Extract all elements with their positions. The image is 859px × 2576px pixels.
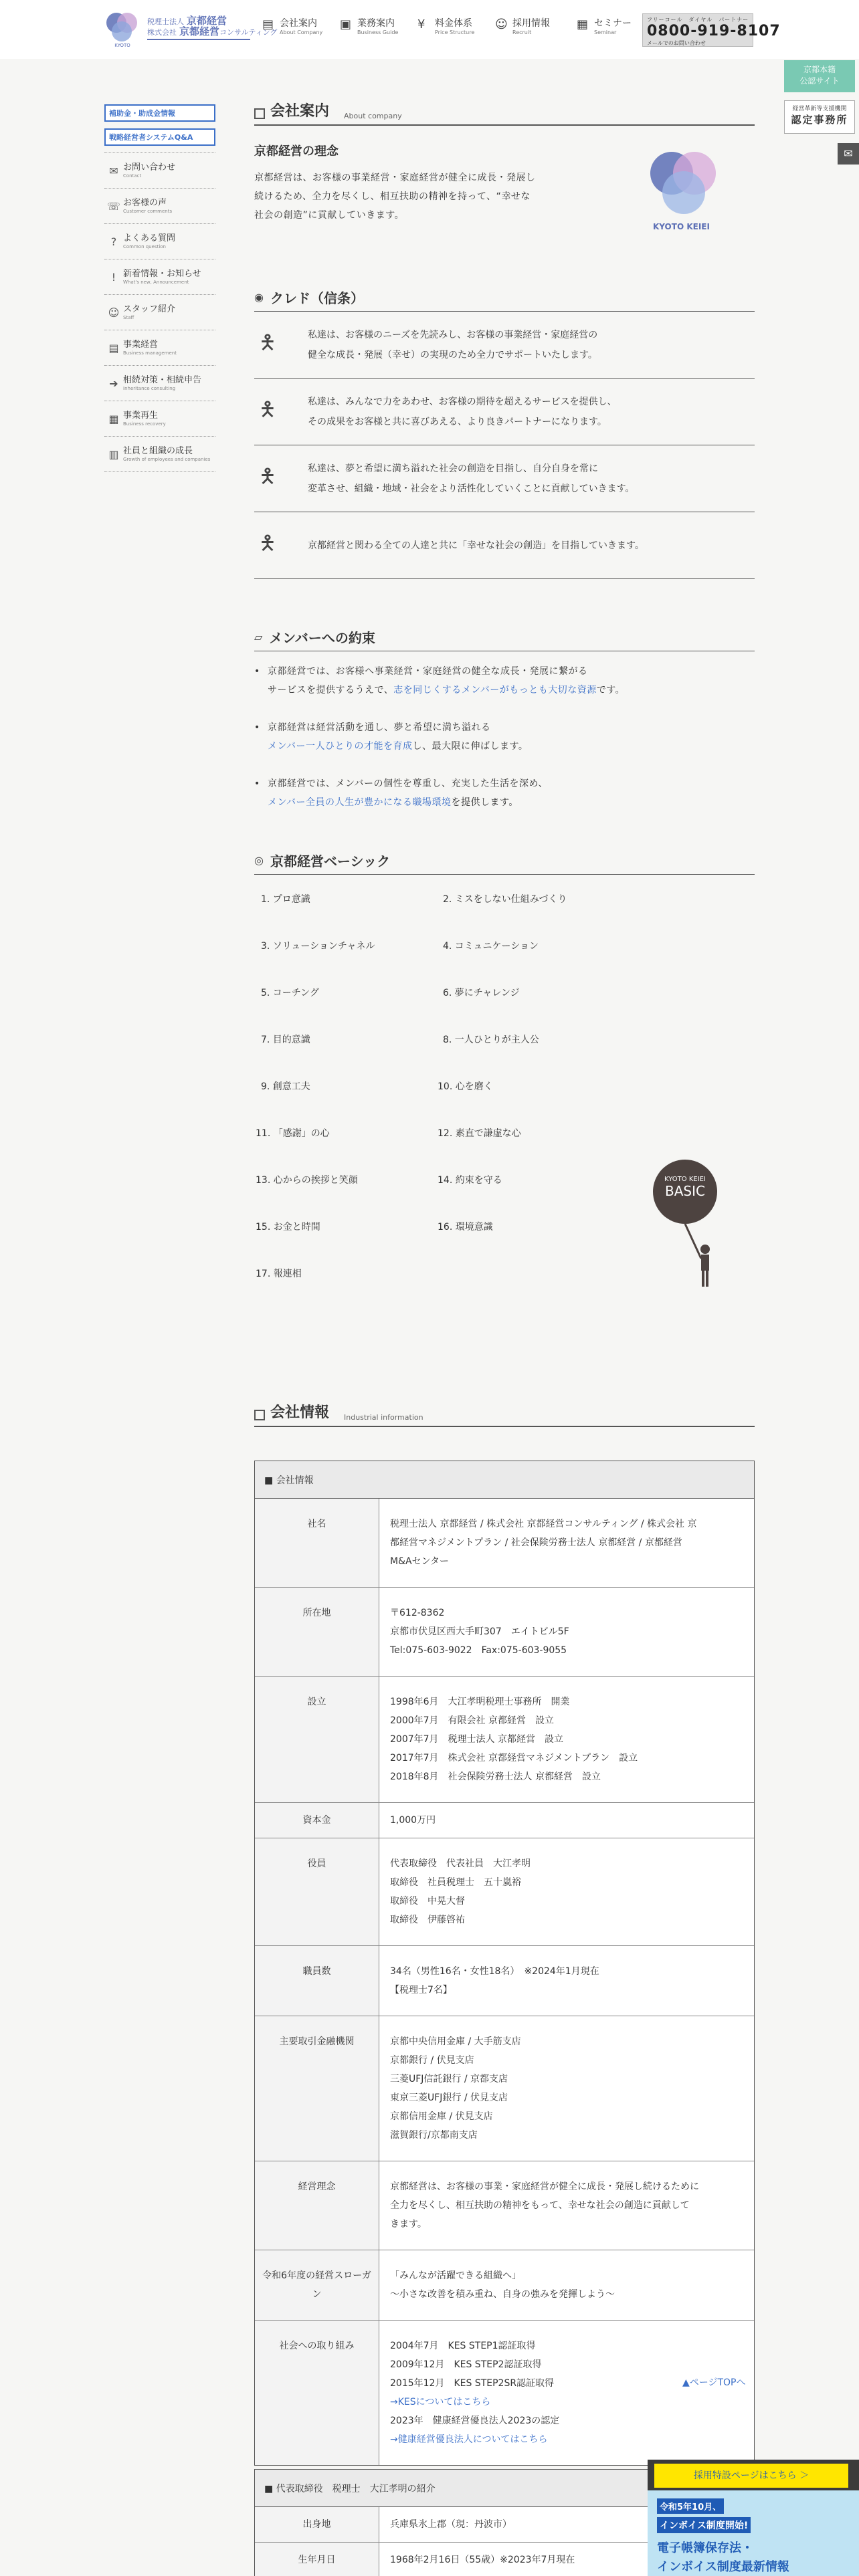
table-row: 所在地 〒612-8362 京都市伏見区西大手町307 エイトビル5F Tel:075-603-9022 Fax:075-603-9055 <box>255 1588 754 1677</box>
table-row: 出身地 兵庫県氷上郡（現：丹波市） <box>255 2507 754 2543</box>
sidebar-item-management[interactable]: ▤ 事業経営 Business management <box>104 330 215 366</box>
table-caption: ■ 会社情報 <box>255 1461 754 1499</box>
credo-heading: ◉ クレド（信条） <box>254 289 755 312</box>
nav-recruit[interactable]: ☺ 採用情報 Recruit <box>495 17 550 35</box>
basic-item: 11. 「感謝」の心 <box>256 1128 330 1139</box>
basic-list <box>254 875 755 1356</box>
sidebar <box>104 104 215 472</box>
basic-item: 9. 創意工夫 <box>261 1081 310 1092</box>
basic-item: 15. お金と時間 <box>256 1222 320 1232</box>
basic-item: 16. 環境意識 <box>438 1222 493 1232</box>
table-row: 令和6年度の経営スローガン 「みんなが活躍できる組織へ」 〜小さな改善を積み重ね、自身の強みを発揮しよう〜 <box>255 2250 754 2321</box>
basic-item: 12. 素直で謙虚な心 <box>438 1128 521 1139</box>
nav-seminar[interactable]: ▦ セミナー Seminar <box>577 17 632 35</box>
basic-item: 5. コーチング <box>261 988 319 998</box>
philosophy-title: 京都経営の理念 <box>254 144 339 158</box>
speech-icon: ☏ <box>106 199 120 213</box>
table-row: 社会への取り組み 2004年7月 KES STEP1認証取得 2009年12月 KES STEP2認証取得 2015年12月 KES STEP2SR認証取得 →KESについてはこちら 2023年 健康経営優良法人2023の認定 →健康経営優良法人についてはこちら <box>255 2321 754 2465</box>
sidebar-item-news[interactable]: ! 新着情報・お知らせ What's new, Announcement <box>104 259 215 295</box>
site-header <box>0 0 859 59</box>
mail-icon[interactable]: ✉ <box>838 143 859 165</box>
basic-item: 17. 報連相 <box>256 1269 302 1279</box>
person-pointing-icon: 🯅 <box>258 465 277 488</box>
health-management-link[interactable]: →健康経営優良法人についてはこちら <box>390 2434 548 2445</box>
sidebar-item-faq[interactable]: ? よくある質問 Common question <box>104 224 215 259</box>
nav-about[interactable]: ▤ 会社案内 About Company <box>262 17 323 35</box>
company-heading: 会社情報 Industrial information <box>254 1402 755 1427</box>
nav-price[interactable]: ¥ 料金体系 Price Structure <box>417 17 475 35</box>
promise-list <box>254 662 755 812</box>
info-icon: ! <box>111 270 116 284</box>
basic-item: 14. 約束を守る <box>438 1175 502 1186</box>
basic-item: 4. コミュニケーション <box>443 941 539 952</box>
sidebar-item-inheritance[interactable]: ➔ 相続対策・相続申告 Inheritance consulting <box>104 366 215 401</box>
growth-icon: ▥ <box>108 447 119 461</box>
credo-row: 🯅 私達は、お客様のニーズを先読みし、お客様の事業経営・家庭経営の 健全な成長・発展（幸せ）の実現のため全力でサポートいたします。 <box>254 312 755 379</box>
philosophy-section: 京都経営の理念 京都経営は、お客様の事業経営・家庭経営が健全に成長・発展し 続けるため、全力を尽くし、相互扶助の精神を持って、“幸せな 社会の創造”に貢献していきます。 KYOTO KEIEI <box>254 142 755 276</box>
sidebar-item-recovery[interactable]: ▦ 事業再生 Business recovery <box>104 401 215 437</box>
question-icon: ? <box>110 235 117 248</box>
company-table <box>254 1461 755 2466</box>
recovery-icon: ▦ <box>108 412 119 425</box>
certified-office-tab[interactable]: 経営革新等支援機関 認定事務所 <box>784 100 855 134</box>
basic-item: 13. 心からの挨拶と笑顔 <box>256 1175 358 1186</box>
basic-item: 6. 夢にチャレンジ <box>443 988 520 998</box>
company-heading-wrap <box>254 1402 755 1427</box>
recruit-banner[interactable]: 採用特設ページはこちら ＞ 令和5年10月、 インボイス制度開始! 電子帳簿保存法・ インボイス制度最新情報 <box>648 2460 859 2576</box>
nav-business[interactable]: ▣ 業務案内 Business Guide <box>340 17 399 35</box>
table-row: 職員数 34名（男性16名・女性18名） ※2024年1月現在 【税理士7名】 <box>255 1946 754 2016</box>
person-pointing-icon: 🯅 <box>258 398 277 421</box>
credo-row: 🯅 私達は、みんなで力をあわせ、お客様の期待を超えるサービスを提供し、 その成果をお客様と共に喜びあえる、より良きパートナーになります。 <box>254 379 755 445</box>
credo-row: 🯅 京都経営と関わる全ての人達と共に「幸せな社会の創造」を目指していきます。 <box>254 512 755 579</box>
seminar-icon: ▦ <box>577 17 589 31</box>
building-icon: ▤ <box>262 17 274 31</box>
person-pointing-icon <box>682 1222 723 1289</box>
table-caption: ■ 代表取締役 税理士 大江孝明の紹介 <box>255 2470 754 2507</box>
official-site-tab[interactable]: 京都本籍 公認サイト <box>784 60 855 92</box>
list-item: • 京都経営は経営活動を通し、夢と希望に満ち溢れる メンバー一人ひとりの才能を育成し、最大限に伸ばします。 <box>254 722 529 752</box>
sidebar-item-voice[interactable]: ☏ お客様の声 Customer comments <box>104 189 215 224</box>
list-item: • 京都経営では、お客様へ事業経営・家庭経営の健全な成長・発展に繋がる サービスを提供するうえで、志を同じくするメンバーがもっとも大切な資源です。 <box>254 666 626 695</box>
svg-text:KYOTO: KYOTO <box>114 43 130 48</box>
basic-item: 8. 一人ひとりが主人公 <box>443 1035 539 1045</box>
target-icon: ◎ <box>254 854 264 867</box>
sidebar-item-staff[interactable]: ☺ スタッフ紹介 Staff <box>104 295 215 330</box>
document-icon: ▣ <box>340 17 352 31</box>
recruit-button[interactable]: 採用特設ページはこちら ＞ <box>654 2464 848 2488</box>
logo-text[interactable]: 税理士法人 京都経営 株式会社 京都経営コンサルティング <box>147 16 250 40</box>
credo-row: 🯅 私達は、夢と希望に満ち溢れた社会の創造を目指し、自分自身を常に 変革させ、組織・地域・社会をより活性化していくことに貢献していきます。 <box>254 445 755 512</box>
list-item: • 京都経営では、メンバーの個性を尊重し、充実した生活を深め、 メンバー全員の人生が豊かになる職場環境を提供します。 <box>254 778 548 808</box>
kes-link[interactable]: →KESについてはこちら <box>390 2397 491 2407</box>
yen-icon: ¥ <box>417 17 425 31</box>
basic-heading: ◎ 京都経営ベーシック <box>254 852 755 875</box>
basic-item: 7. 目的意識 <box>261 1035 310 1045</box>
person-pointing-icon: 🯅 <box>258 331 277 354</box>
table-row: 設立 1998年6月 大江孝明税理士事務所 開業 2000年7月 有限会社 京都経営 設立 2007年7月 税理士法人 京都経営 設立 2017年7月 株式会社 京都経営マネジメントプラン 設立 2018年8月 社会保険労務士法人 京都経営 設立 <box>255 1677 754 1803</box>
people-icon: ☺ <box>495 17 508 31</box>
table-row: 経営理念 京都経営は、お客様の事業・家庭経営が健全に成長・発展し続けるために 全力を尽くし、相互扶助の精神をもって、幸せな社会の創造に貢献して きます。 <box>255 2161 754 2250</box>
basic-item: 3. ソリューションチャネル <box>261 941 375 952</box>
chart-icon: ▤ <box>108 341 119 354</box>
arrow-icon: ➔ <box>109 377 118 390</box>
mail-icon: ✉ <box>109 164 118 177</box>
main-content <box>254 100 755 1356</box>
table-row: 資本金 1,000万円 <box>255 1803 754 1838</box>
table-row: 生年月日 1968年2月16日（55歳）※2023年7月現在 <box>255 2543 754 2576</box>
sidebar-item-contact[interactable]: ✉ お問い合わせ Contact <box>104 153 215 189</box>
company-logo[interactable] <box>102 9 143 48</box>
sidebar-item-growth[interactable]: ▥ 社員と組織の成長 Growth of employees and companies <box>104 437 215 472</box>
basic-item: 2. ミスをしない仕組みづくり <box>443 894 567 905</box>
subsidy-button[interactable]: 補助金・助成金情報 <box>104 104 215 122</box>
handshake-icon: ▱ <box>254 631 263 643</box>
strategy-qa-button[interactable]: 戦略経営者システムQ&A <box>104 128 215 146</box>
person-pointing-icon: 🯅 <box>258 532 277 555</box>
basic-item: 1. プロ意識 <box>261 894 310 905</box>
circle-arrow-icon: ◉ <box>254 291 264 304</box>
promise-heading: ▱ メンバーへの約束 <box>254 629 755 651</box>
basic-item: 10. 心を磨く <box>438 1081 493 1092</box>
table-row: 社名 税理士法人 京都経営 / 株式会社 京都経営コンサルティング / 株式会社 京 都経営マネジメントプラン / 社会保険労務士法人 京都経営 / 京都経営 M&Aセンター <box>255 1499 754 1588</box>
page-top-link[interactable]: ▲ページTOPへ <box>682 2377 746 2388</box>
table-row: 主要取引金融機関 京都中央信用金庫 / 大手筋支店 京都銀行 / 伏見支店 三菱UFJ信託銀行 / 京都支店 東京三菱UFJ銀行 / 伏見支店 京都信用金庫 / 伏見支店 滋賀銀行/京都南支店 <box>255 2016 754 2161</box>
philosophy-text: 京都経営は、お客様の事業経営・家庭経営が健全に成長・発展し 続けるため、全力を尽くし、相互扶助の精神を持って、“幸せな 社会の創造”に貢献していきます。 <box>254 173 536 221</box>
staff-icon: ☺ <box>108 306 120 319</box>
about-heading: 会社案内 About company <box>254 100 755 126</box>
table-row: 役員 代表取締役 代表社員 大江孝明 取締役 社員税理士 五十嵐裕 取締役 中晃大督 取締役 伊藤啓祐 <box>255 1838 754 1946</box>
basic-badge: KYOTO KEIEI BASIC <box>653 1160 717 1224</box>
freecall-tel[interactable]: フリーコール ダイヤル パートナー 0800-919-8107 メールでのお問い合わせ <box>642 13 753 47</box>
